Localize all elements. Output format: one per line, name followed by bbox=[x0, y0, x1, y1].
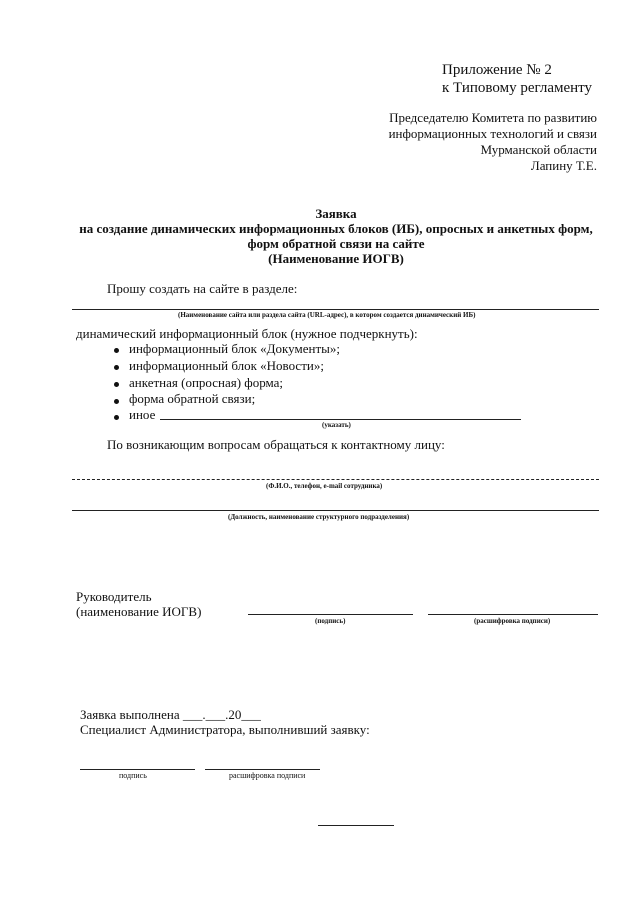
addressee-line-4: Лапину Т.Е. bbox=[530, 158, 597, 173]
completion-date: Заявка выполнена ___.___.20___ bbox=[80, 707, 261, 722]
contact-fio-caption: (Ф.И.О., телефон, e-mail сотрудника) bbox=[266, 482, 383, 490]
specialist-signature-caption: подпись bbox=[119, 771, 147, 780]
bullet-icon bbox=[114, 399, 119, 404]
form-title-line-3: форм обратной связи на сайте bbox=[247, 236, 425, 251]
contact-position-field-line[interactable] bbox=[72, 510, 599, 511]
block-intro: динамический информационный блок (нужное подчеркнуть): bbox=[76, 326, 418, 341]
appendix-subtitle: к Типовому регламенту bbox=[442, 80, 593, 96]
form-title: Заявка bbox=[315, 206, 357, 221]
footer-separator bbox=[318, 825, 394, 826]
bullet-icon bbox=[114, 365, 119, 370]
request-text: Прошу создать на сайте в разделе: bbox=[107, 281, 298, 296]
bullet-icon bbox=[114, 382, 119, 387]
bullet-icon bbox=[114, 348, 119, 353]
completion-specialist: Специалист Администратора, выполнивший заявку: bbox=[80, 722, 370, 737]
option-documents[interactable]: информационный блок «Документы»; bbox=[129, 341, 340, 356]
section-url-caption: (Наименование сайта или раздела сайта (URL-адрес), в котором создается динамический ИБ) bbox=[178, 311, 476, 319]
option-survey-form[interactable]: анкетная (опросная) форма; bbox=[129, 375, 284, 390]
addressee-line-1: Председателю Комитета по развитию bbox=[389, 110, 597, 125]
appendix-title: Приложение № 2 bbox=[442, 62, 552, 78]
other-caption: (указать) bbox=[322, 421, 351, 429]
addressee-line-3: Мурманской области bbox=[480, 142, 597, 157]
head-org: (наименование ИОГВ) bbox=[76, 604, 202, 619]
contact-text: По возникающим вопросам обращаться к контактному лицу: bbox=[107, 437, 445, 452]
option-feedback-form[interactable]: форма обратной связи; bbox=[129, 391, 256, 406]
head-role: Руководитель bbox=[76, 589, 152, 604]
specialist-decode-field-line[interactable] bbox=[205, 769, 320, 770]
option-news[interactable]: информационный блок «Новости»; bbox=[129, 358, 324, 373]
other-field-line[interactable] bbox=[160, 419, 521, 420]
bullet-icon bbox=[114, 415, 119, 420]
head-decode-caption: (расшифровка подписи) bbox=[474, 617, 551, 625]
contact-fio-field-line[interactable] bbox=[72, 479, 599, 480]
head-signature-caption: (подпись) bbox=[315, 617, 346, 625]
specialist-signature-field-line[interactable] bbox=[80, 769, 195, 770]
head-decode-field-line[interactable] bbox=[428, 614, 598, 615]
addressee-line-2: информационных технологий и связи bbox=[388, 126, 597, 141]
head-signature-field-line[interactable] bbox=[248, 614, 413, 615]
option-other[interactable]: иное bbox=[129, 407, 156, 422]
form-title-line-4: (Наименование ИОГВ) bbox=[268, 251, 404, 266]
specialist-decode-caption: расшифровка подписи bbox=[229, 771, 306, 780]
section-url-field-line[interactable] bbox=[72, 309, 599, 310]
form-title-line-2: на создание динамических информационных блоков (ИБ), опросных и анкетных форм, bbox=[79, 221, 593, 236]
contact-position-caption: (Должность, наименование структурного подразделения) bbox=[228, 513, 410, 521]
